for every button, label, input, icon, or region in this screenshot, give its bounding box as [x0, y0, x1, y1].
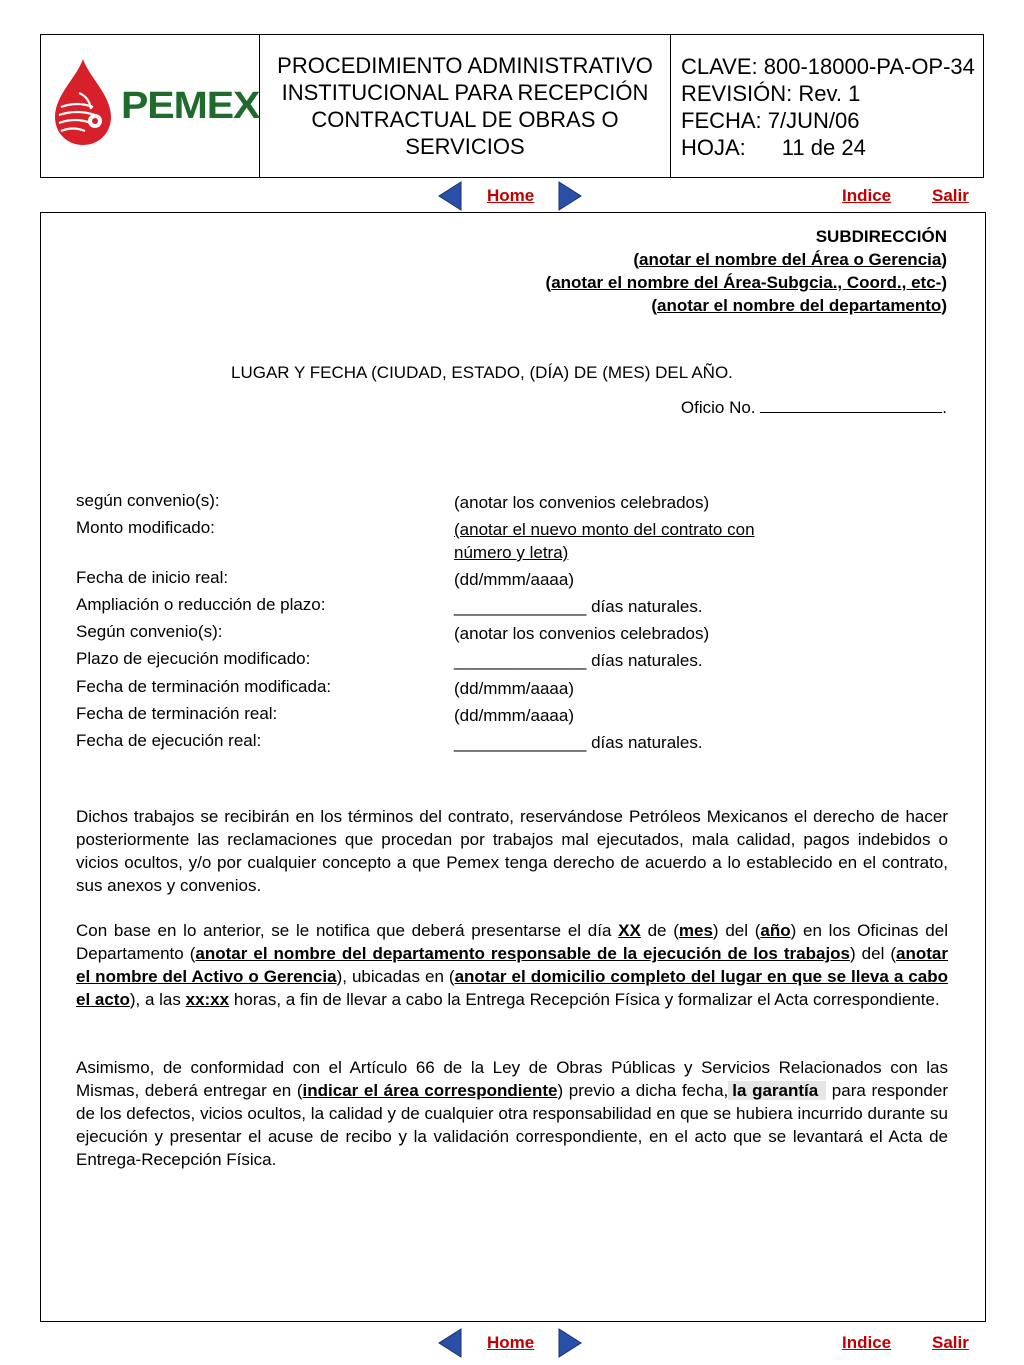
- oficio-blank[interactable]: [760, 398, 942, 413]
- fecha-text: FECHA: 7/JUN/06: [681, 108, 860, 133]
- field-row: [76, 677, 956, 701]
- day-placeholder: XX: [618, 921, 641, 940]
- next-page-arrow-icon[interactable]: [558, 181, 582, 211]
- field-row: [76, 595, 956, 619]
- field-value: [454, 518, 755, 564]
- next-page-arrow-icon[interactable]: [558, 1328, 582, 1358]
- text-run: ), ubicadas en (: [336, 967, 455, 986]
- field-value: ______________ días naturales.: [454, 733, 703, 752]
- recipient-area: anotar el nombre del Área o Gerencia: [639, 250, 942, 269]
- recipient-subarea-line: (anotar el nombre del Área-Subgcia., Coord., etc-): [545, 273, 947, 292]
- indice-link[interactable]: Indice: [842, 186, 892, 205]
- recipient-area-line: (anotar el nombre del Área o Gerencia): [633, 250, 947, 269]
- salir-link[interactable]: Salir: [932, 186, 969, 205]
- year-placeholder: año: [760, 921, 791, 940]
- field-value: (dd/mmm/aaaa): [454, 679, 574, 698]
- field-value: ______________ días naturales.: [454, 651, 703, 670]
- activo-placeholder: anotar el nombre del Activo o Gerencia: [76, 944, 948, 986]
- text-run: Asimismo, de conformidad con el Artículo 66 de la Ley de Obras Públicas y Servicios Relacionados con las Mismas, deberá entregar en (: [76, 1058, 948, 1100]
- salir-link[interactable]: Salir: [932, 1333, 969, 1352]
- field-value: (dd/mmm/aaaa): [454, 570, 574, 589]
- logo-cell: [41, 35, 260, 177]
- field-row: [76, 518, 956, 562]
- document-header: [40, 34, 984, 178]
- guarantee-highlight: la garantía: [728, 1081, 826, 1100]
- field-value: ______________ días naturales.: [454, 597, 703, 616]
- month-placeholder: mes: [678, 921, 713, 940]
- oficio-number-line: [681, 398, 947, 418]
- title-line: SERVICIOS: [405, 134, 525, 159]
- field-row: [76, 622, 956, 646]
- title-line: CONTRACTUAL DE OBRAS O: [311, 107, 619, 132]
- time-placeholder: xx:xx: [185, 990, 230, 1009]
- recipient-subarea: anotar el nombre del Área-Subgcia., Coord., etc-: [551, 273, 942, 292]
- text-run: de (: [640, 921, 679, 940]
- text-run: para responder de los defectos, vicios ocultos, la calidad y de cualquier otra responsabilidad en que se hubiera incurrido durante su ejecución y presentar el acuse de recibo y la validación correspondiente, en el acto que se levantará el Acta de Entrega-Recepción Física.: [76, 1081, 948, 1169]
- field-row: [76, 649, 956, 673]
- text-run: ), a las: [129, 990, 186, 1009]
- pemex-logo-text: PEMEX: [121, 85, 260, 127]
- paragraph-notification: [76, 919, 948, 1011]
- field-label: Ampliación o reducción de plazo:: [76, 595, 326, 614]
- recipient-department-line: (anotar el nombre del departamento): [651, 296, 947, 315]
- field-value: (dd/mmm/aaaa): [454, 706, 574, 725]
- text-run: ) en los Oficinas del Departamento (: [76, 921, 948, 963]
- home-link[interactable]: Home: [487, 186, 535, 205]
- text-run: ) del (: [850, 944, 897, 963]
- revision-text: REVISIÓN: Rev. 1: [681, 81, 861, 106]
- field-label: Fecha de ejecución real:: [76, 731, 262, 750]
- field-value: (anotar los convenios celebrados): [454, 493, 710, 512]
- title-line: INSTITUCIONAL PARA RECEPCIÓN: [281, 80, 649, 105]
- recipient-department: anotar el nombre del departamento: [656, 296, 942, 315]
- field-label: Plazo de ejecución modificado:: [76, 649, 311, 668]
- field-label: Según convenio(s):: [76, 622, 223, 641]
- recipient-block: [546, 225, 947, 317]
- subdireccion-heading: SUBDIRECCIÓN: [815, 227, 947, 246]
- field-label: según convenio(s):: [76, 491, 220, 510]
- field-value: (anotar los convenios celebrados): [454, 624, 710, 643]
- document-body: [40, 212, 986, 1322]
- address-placeholder: anotar el domicilio completo del lugar en que se lleva a cabo el acto: [76, 967, 948, 1009]
- text-run: ) previo a dicha fecha,: [557, 1081, 729, 1100]
- field-row: [76, 704, 956, 728]
- clave-text: CLAVE: 800-18000-PA-OP-34: [681, 54, 975, 79]
- place-date-line: LUGAR Y FECHA (CIUDAD, ESTADO, (DÍA) DE (MES) DEL AÑO.: [231, 363, 733, 382]
- field-row: [76, 568, 956, 592]
- top-navigation: [0, 178, 1024, 214]
- field-label: Fecha de inicio real:: [76, 568, 229, 587]
- hoja-text: [681, 134, 983, 161]
- field-row: [76, 491, 956, 515]
- procedure-title: [260, 35, 671, 177]
- document-code-cell: [671, 35, 983, 177]
- field-label: Fecha de terminación modificada:: [76, 677, 332, 696]
- oficio-period: .: [942, 398, 947, 417]
- pemex-eagle-logo-icon: [49, 57, 121, 147]
- field-label: Monto modificado:: [76, 518, 215, 537]
- field-row: [76, 731, 956, 755]
- field-value-line2: número y letra): [454, 543, 569, 562]
- home-link[interactable]: Home: [487, 1333, 535, 1352]
- previous-page-arrow-icon[interactable]: [438, 1328, 462, 1358]
- bottom-navigation: [0, 1325, 1024, 1361]
- oficio-label: Oficio No.: [680, 398, 756, 417]
- text-run: Con base en lo anterior, se le notifica que deberá presentarse el día: [76, 921, 619, 940]
- field-label: Fecha de terminación real:: [76, 704, 278, 723]
- paragraph-reception-terms: Dichos trabajos se recibirán en los términos del contrato, reservándose Petróleos Mexicanos el derecho de hacer posteriormente las reclamaciones que procedan por trabajos mal ejecutados, mala calidad, pagos indebidos o vicios ocultos, y/o por cualquier concepto a que Pemex tenga derecho de acuerdo a lo establecido en el contrato, sus anexos y convenios.: [76, 807, 948, 895]
- text-run: ) del (: [712, 921, 761, 940]
- department-placeholder: anotar el nombre del departamento responsable de la ejecución de los trabajos: [195, 944, 851, 963]
- hoja-value: 11 de 24: [781, 135, 866, 160]
- area-placeholder: indicar el área correspondiente: [302, 1081, 558, 1100]
- title-line: PROCEDIMIENTO ADMINISTRATIVO: [277, 53, 653, 78]
- hoja-label: HOJA:: [681, 135, 746, 160]
- indice-link[interactable]: Indice: [842, 1333, 892, 1352]
- text-run: horas, a fin de llevar a cabo la Entrega Recepción Física y formalizar el Acta correspondiente.: [229, 990, 940, 1009]
- paragraph-guarantee: [76, 1056, 948, 1171]
- field-value-line1: (anotar el nuevo monto del contrato con: [454, 520, 755, 539]
- previous-page-arrow-icon[interactable]: [438, 181, 462, 211]
